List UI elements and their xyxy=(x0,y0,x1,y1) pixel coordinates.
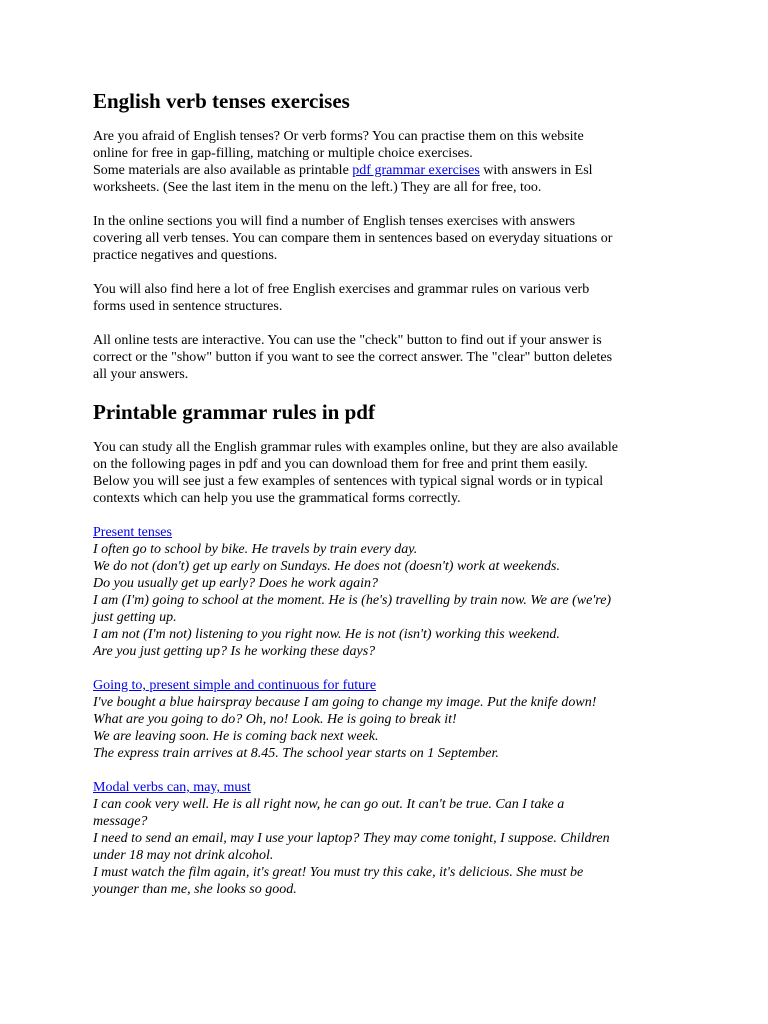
example-sentence: Do you usually get up early? Does he work again? xyxy=(93,576,379,591)
example-sentence: just getting up. xyxy=(93,610,177,625)
intro-paragraph-4 xyxy=(93,332,693,383)
example-sentence: I am (I'm) going to school at the moment. He is (he's) travelling by train now. We are (we're) xyxy=(93,593,612,608)
document-content xyxy=(93,88,693,915)
text-line: correct or the "show" button if you want to see the correct answer. The "clear" button deletes xyxy=(93,350,613,365)
example-sentence: under 18 may not drink alcohol. xyxy=(93,848,274,863)
text-line: In the online sections you will find a number of English tenses exercises with answers xyxy=(93,214,576,229)
section-modal-verbs xyxy=(93,779,693,898)
example-sentence: I can cook very well. He is all right now, he can go out. It can't be true. Can I take a xyxy=(93,797,565,812)
text-line-with-link xyxy=(93,162,693,179)
text-line: worksheets. (See the last item in the menu on the left.) They are all for free, too. xyxy=(93,180,542,195)
printable-paragraph xyxy=(93,439,693,507)
text-segment: Some materials are also available as printable xyxy=(93,163,353,178)
text-line: You will also find here a lot of free English exercises and grammar rules on various verb xyxy=(93,282,590,297)
section-present-tenses xyxy=(93,524,693,660)
example-sentence: I must watch the film again, it's great! You must try this cake, it's delicious. She must be xyxy=(93,865,584,880)
example-sentence: I need to send an email, may I use your laptop? They may come tonight, I suppose. Children xyxy=(93,831,610,846)
pdf-grammar-exercises-link[interactable]: pdf grammar exercises xyxy=(352,163,480,178)
text-line: online for free in gap-filling, matching or multiple choice exercises. xyxy=(93,146,473,161)
text-line: forms used in sentence structures. xyxy=(93,299,283,314)
intro-paragraph-1 xyxy=(93,128,693,196)
example-sentence: The express train arrives at 8.45. The school year starts on 1 September. xyxy=(93,746,499,761)
example-sentence: We do not (don't) get up early on Sundays. He does not (doesn't) work at weekends. xyxy=(93,559,560,574)
text-line: All online tests are interactive. You can use the "check" button to find out if your answer is xyxy=(93,333,602,348)
intro-paragraph-2 xyxy=(93,213,693,264)
text-line: practice negatives and questions. xyxy=(93,248,278,263)
section-future-forms xyxy=(93,677,693,762)
text-line: Are you afraid of English tenses? Or verb forms? You can practise them on this website xyxy=(93,129,584,144)
example-sentence: younger than me, she looks so good. xyxy=(93,882,297,897)
text-line: all your answers. xyxy=(93,367,189,382)
example-sentence: We are leaving soon. He is coming back next week. xyxy=(93,729,379,744)
text-line: You can study all the English grammar rules with examples online, but they are also available xyxy=(93,440,619,455)
present-tenses-link[interactable]: Present tenses xyxy=(93,525,172,540)
section-heading: Printable grammar rules in pdf xyxy=(93,400,375,424)
example-sentence: message? xyxy=(93,814,148,829)
example-sentence: What are you going to do? Oh, no! Look. He is going to break it! xyxy=(93,712,457,727)
text-line: covering all verb tenses. You can compare them in sentences based on everyday situations or xyxy=(93,231,613,246)
going-to-future-link[interactable]: Going to, present simple and continuous for future xyxy=(93,678,377,693)
example-sentence: I've bought a blue hairspray because I am going to change my image. Put the knife down! xyxy=(93,695,597,710)
text-line: contexts which can help you use the grammatical forms correctly. xyxy=(93,491,461,506)
example-sentence: I am not (I'm not) listening to you right now. He is not (isn't) working this weekend. xyxy=(93,627,560,642)
example-sentence: Are you just getting up? Is he working these days? xyxy=(93,644,376,659)
page-title: English verb tenses exercises xyxy=(93,89,350,113)
example-sentence: I often go to school by bike. He travels by train every day. xyxy=(93,542,418,557)
text-segment: with answers in Esl xyxy=(479,163,593,178)
intro-paragraph-3 xyxy=(93,281,693,315)
text-line: Below you will see just a few examples of sentences with typical signal words or in typical xyxy=(93,474,604,489)
modal-verbs-link[interactable]: Modal verbs can, may, must xyxy=(93,780,251,795)
text-line: on the following pages in pdf and you can download them for free and print them easily. xyxy=(93,457,588,472)
